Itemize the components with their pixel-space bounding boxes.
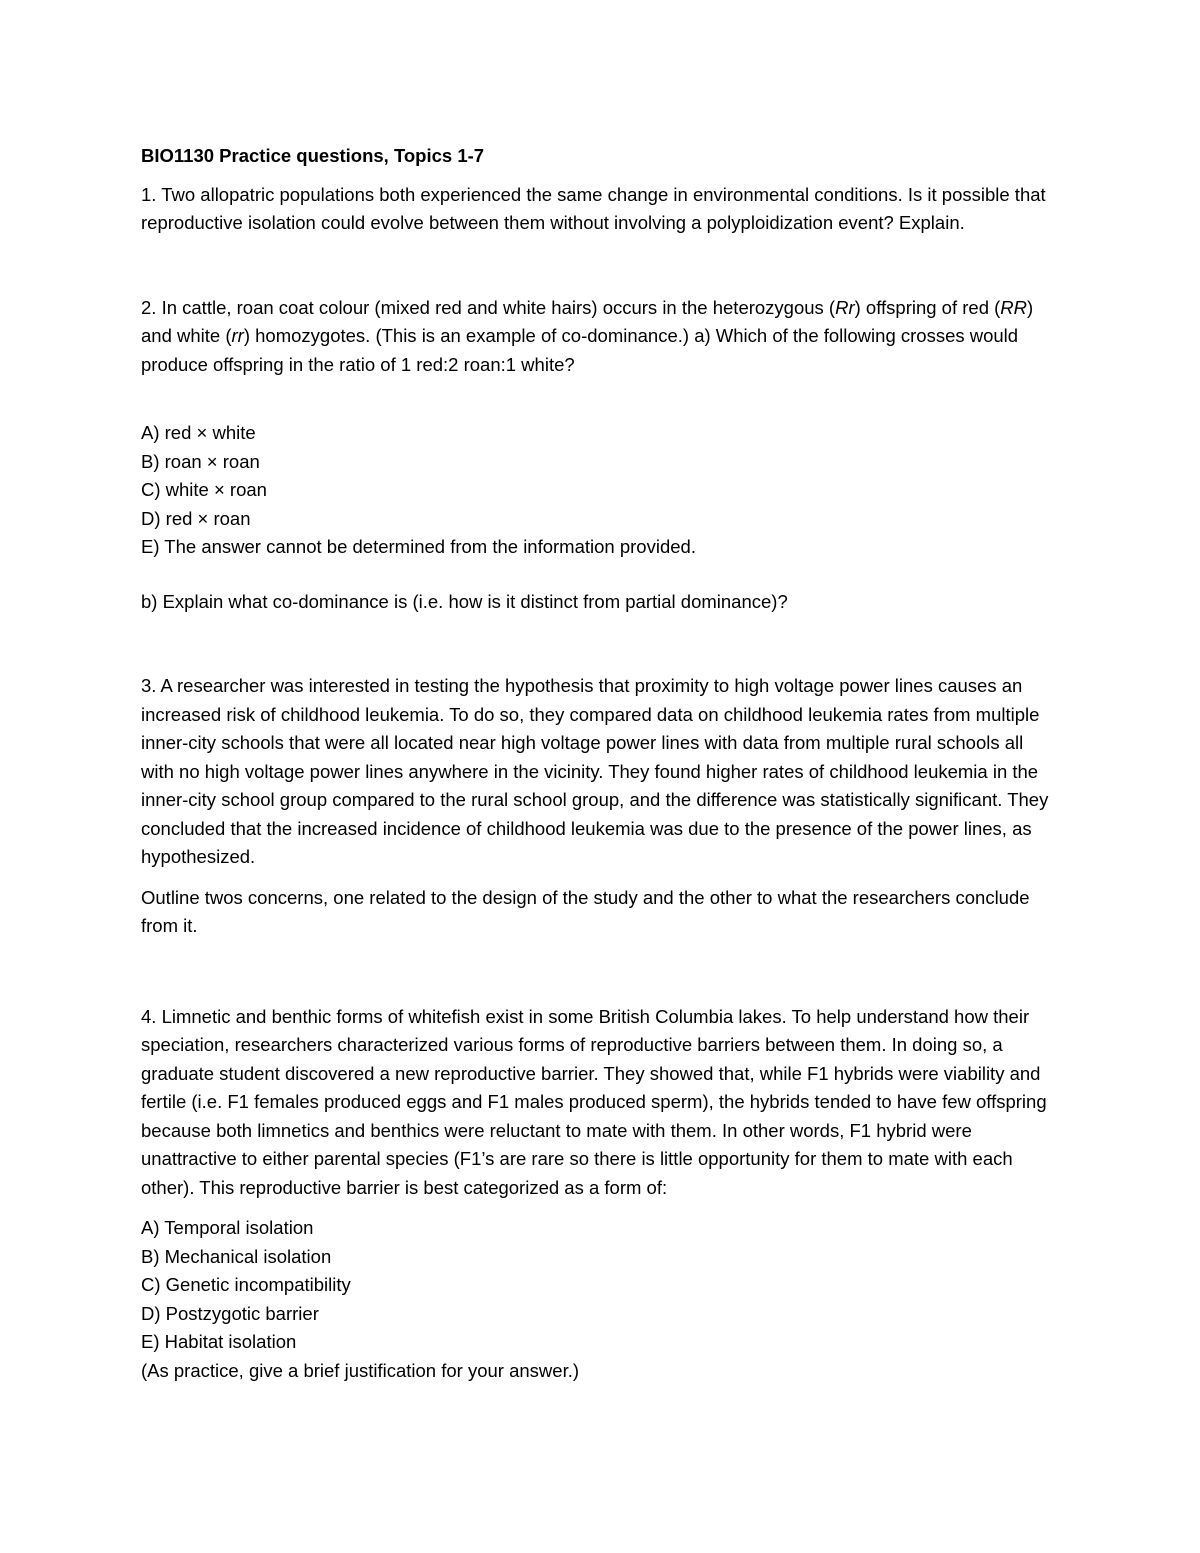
genotype-red: RR [1000,296,1028,318]
question-2-options [141,419,1061,562]
genotype-heterozygous: Rr [835,296,855,318]
option-d: D) Postzygotic barrier [141,1302,319,1324]
document-title: BIO1130 Practice questions, Topics 1-7 [141,145,485,166]
document-page [141,142,1061,1385]
question-4: 4. Limnetic and benthic forms of whitefish exist in some British Columbia lakes. To help understand how their speciation, researchers characterized various forms of reproductive barriers between them. In doing so, a graduate student discovered a new reproductive barrier. They showed that, while F1 hybrids were viability and fertile (i.e. F1 females produced eggs and F1 males produced sperm), the hybrids tended to have few offspring because both limnetics and benthics were reluctant to mate with them. In other words, F1 hybrid were unattractive to either parental species (F1’s are rare so there is little opportunity for them to mate with each other). This reproductive barrier is best categorized as a form of: [141,1005,1047,1198]
option-e: E) Habitat isolation [141,1331,297,1352]
option-e: E) The answer cannot be determined from the information provided. [141,536,696,557]
question-2 [141,294,1061,380]
q2-text-3: ) and white ( [141,296,1034,346]
question-4-options [141,1214,1061,1385]
option-d: D) red × roan [141,507,251,529]
option-a: A) Temporal isolation [141,1217,314,1238]
q2-text-1: 2. In cattle, roan coat colour (mixed red and white hairs) occurs in the heterozygous ( [141,296,836,318]
question-1: 1. Two allopatric populations both experienced the same change in environmental conditions. Is it possible that reproductive isolation could evolve between them without involving a polyploidization event? Explain. [141,183,1046,233]
q2-text-4: ) homozygotes. (This is an example of co-dominance.) a) Which of the following crosses would produce offspring in the ratio of 1 red:2 roan:1 white? [141,325,1019,375]
question-3-prompt: Outline twos concerns, one related to the design of the study and the other to what the researchers conclude from it. [141,886,1030,936]
question-2-part-b: b) Explain what co-dominance is (i.e. how is it distinct from partial dominance)? [141,590,788,612]
question-4-note: (As practice, give a brief justification for your answer.) [141,1359,580,1381]
option-b: B) Mechanical isolation [141,1245,332,1267]
option-c: C) Genetic incompatibility [141,1274,351,1295]
genotype-white: rr [231,325,244,346]
option-c: C) white × roan [141,479,267,500]
option-b: B) roan × roan [141,450,260,472]
q2-text-2: ) offspring of red ( [854,296,1001,318]
question-3: 3. A researcher was interested in testing the hypothesis that proximity to high voltage power lines causes an increased risk of childhood leukemia. To do so, they compared data on childhood leukemia rates from multiple inner-city schools that were all located near high voltage power lines with data from multiple rural schools all with no high voltage power lines anywhere in the vicinity. They found higher rates of childhood leukemia in the inner-city school group compared to the rural school group, and the difference was statistically significant. They concluded that the increased incidence of childhood leukemia was due to the presence of the power lines, as hypothesized. [141,675,1049,867]
option-a: A) red × white [141,422,256,443]
